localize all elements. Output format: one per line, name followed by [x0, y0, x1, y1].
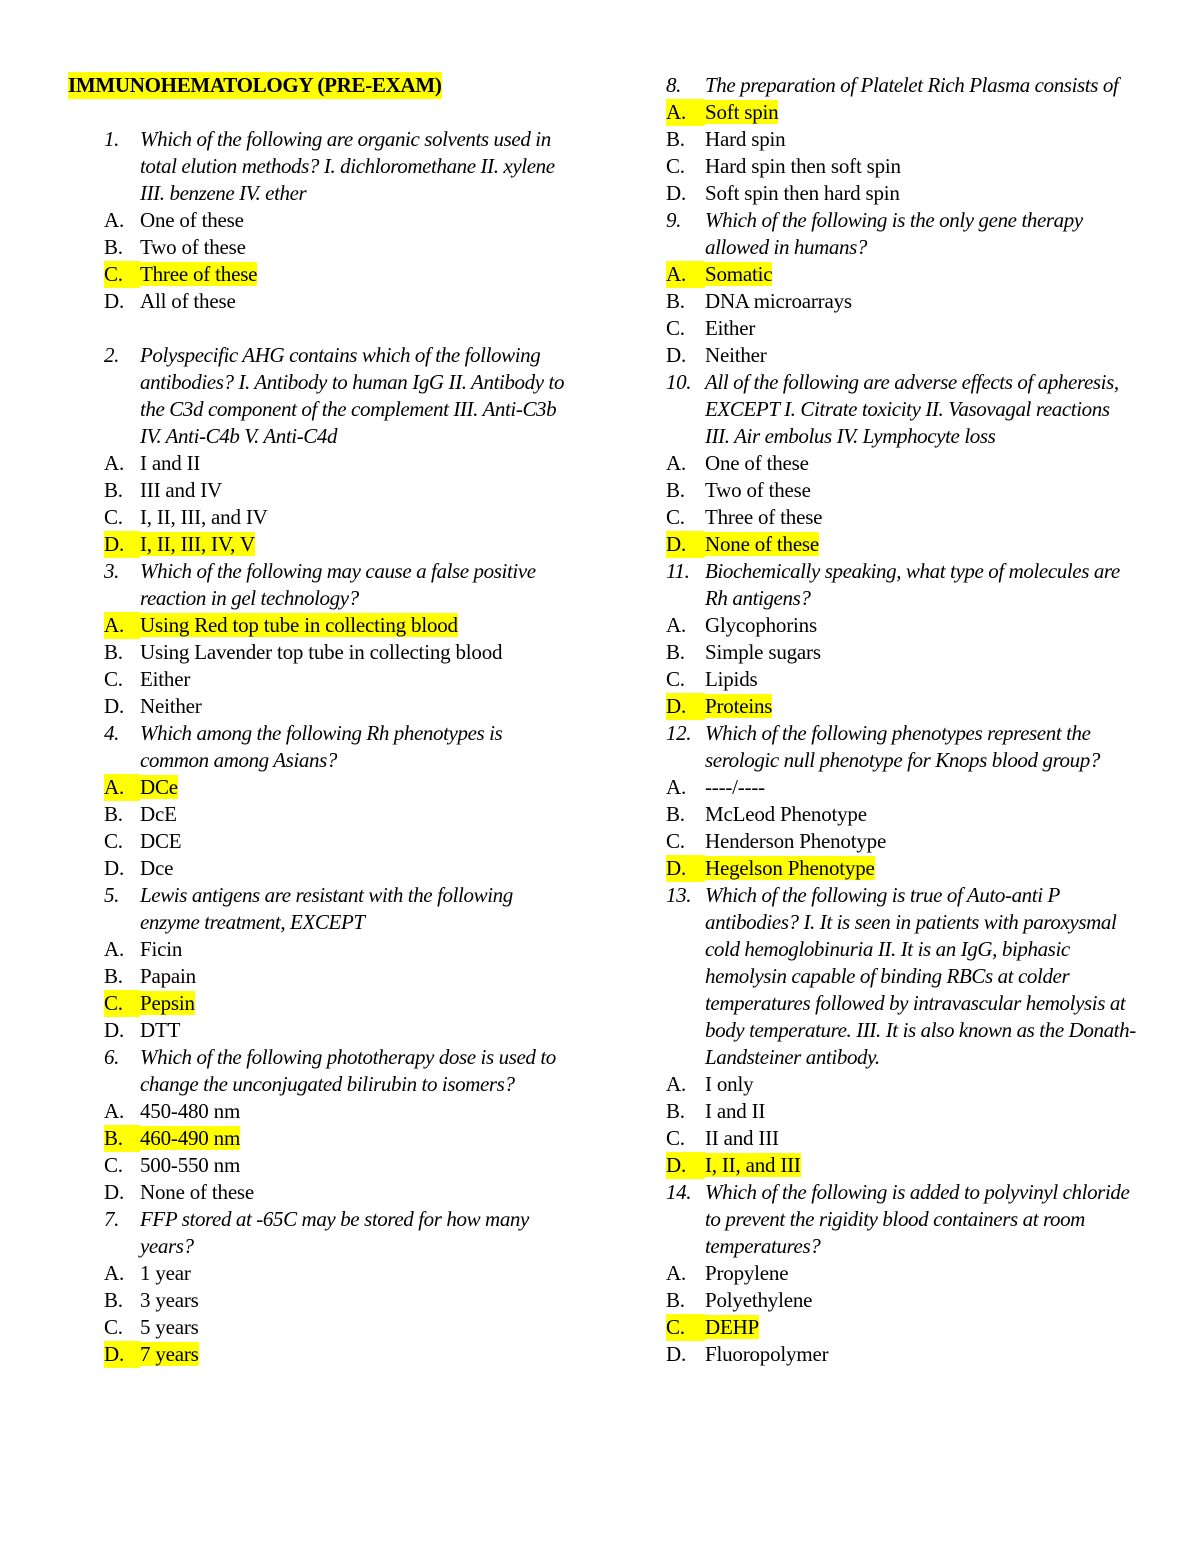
- answer-option-highlighted: [68, 1341, 568, 1368]
- option-letter: A.: [104, 451, 125, 475]
- option-text: Dce: [140, 856, 174, 880]
- option-letter: B.: [666, 478, 685, 502]
- answer-option-highlighted: [666, 693, 1136, 720]
- answer-option: [68, 207, 568, 234]
- answer-option: [666, 639, 1136, 666]
- question-9: [666, 207, 1136, 369]
- option-letter: D.: [666, 855, 705, 882]
- option-letter: D.: [666, 1342, 687, 1366]
- option-text: Soft spin: [705, 100, 779, 124]
- right-column: [666, 72, 1136, 1368]
- question-11: [666, 558, 1136, 720]
- option-text: I, II, and III: [705, 1153, 801, 1177]
- option-letter: A.: [666, 261, 705, 288]
- question-prompt: Polyspecific AHG contains which of the following antibodies? I. Antibody to human IgG II. Antibody to the C3d component of the complement III. Anti-C3b IV. Anti-C4b V. Anti-C4d: [140, 343, 565, 448]
- option-text: I only: [705, 1072, 754, 1096]
- question-prompt: Which of the following is true of Auto-anti P antibodies? I. It is seen in patients with paroxysmal cold hemoglobinuria II. It is an IgG, biphasic hemolysin capable of binding RBCs at colder temperatures followed by intravascular hemolysis at body temperature. III. It is also known as the Donath-Landsteiner antibody.: [705, 883, 1136, 1069]
- answer-option: [666, 801, 1136, 828]
- option-letter: B.: [104, 1125, 140, 1152]
- option-letter: A.: [666, 775, 687, 799]
- option-letter: B.: [666, 289, 685, 313]
- question-number: 6.: [104, 1045, 119, 1069]
- option-letter: D.: [104, 694, 125, 718]
- option-text: 7 years: [140, 1342, 199, 1366]
- option-letter: B.: [666, 802, 685, 826]
- answer-option: [666, 1125, 1136, 1152]
- question-prompt: Which of the following are organic solvents used in total elution methods? I. dichloromethane II. xylene III. benzene IV. ether: [140, 127, 555, 205]
- option-text: 3 years: [140, 1288, 199, 1312]
- answer-option: [68, 828, 568, 855]
- answer-option: [68, 936, 568, 963]
- option-letter: B.: [104, 235, 123, 259]
- question-text: [666, 1179, 1136, 1260]
- option-text: I and II: [140, 451, 201, 475]
- option-letter: B.: [104, 478, 123, 502]
- option-text: Two of these: [705, 478, 811, 502]
- option-text: Three of these: [140, 262, 258, 286]
- option-letter: B.: [666, 127, 685, 151]
- option-text: I and II: [705, 1099, 766, 1123]
- answer-option: [68, 1287, 568, 1314]
- option-letter: C.: [666, 1314, 705, 1341]
- question-prompt: Biochemically speaking, what type of molecules are Rh antigens?: [705, 559, 1120, 610]
- option-text: I, II, III, IV, V: [140, 532, 255, 556]
- option-text: DEHP: [705, 1315, 760, 1339]
- question-text: [68, 126, 568, 207]
- question-number: 8.: [666, 73, 681, 97]
- answer-option-highlighted: [666, 261, 1136, 288]
- answer-option: [68, 1179, 568, 1206]
- answer-option: [666, 477, 1136, 504]
- answer-option: [68, 639, 568, 666]
- option-text: Lipids: [705, 667, 758, 691]
- answer-option: [666, 504, 1136, 531]
- answer-option: [68, 693, 568, 720]
- answer-option: [666, 612, 1136, 639]
- question-text: [68, 558, 568, 612]
- answer-option-highlighted: [666, 855, 1136, 882]
- option-letter: B.: [104, 640, 123, 664]
- option-text: III and IV: [140, 478, 222, 502]
- answer-option-highlighted: [666, 531, 1136, 558]
- option-letter: D.: [104, 1341, 140, 1368]
- option-letter: C.: [104, 990, 140, 1017]
- option-letter: C.: [104, 261, 140, 288]
- option-letter: D.: [666, 181, 687, 205]
- option-text: Papain: [140, 964, 196, 988]
- answer-option-highlighted: [666, 1314, 1136, 1341]
- option-letter: A.: [104, 937, 125, 961]
- option-letter: D.: [104, 531, 140, 558]
- question-prompt: Which of the following is added to polyvinyl chloride to prevent the rigidity blood containers at room temperatures?: [705, 1180, 1130, 1258]
- answer-option: [666, 1287, 1136, 1314]
- option-letter: B.: [666, 640, 685, 664]
- option-text: Either: [705, 316, 756, 340]
- answer-option: [68, 963, 568, 990]
- option-letter: C.: [104, 1153, 123, 1177]
- answer-option-highlighted: [68, 990, 568, 1017]
- option-text: DNA microarrays: [705, 289, 852, 313]
- option-letter: B.: [104, 1288, 123, 1312]
- answer-option: [666, 1071, 1136, 1098]
- option-letter: C.: [104, 505, 123, 529]
- option-letter: C.: [104, 1315, 123, 1339]
- answer-option: [68, 288, 568, 315]
- option-text: Propylene: [705, 1261, 789, 1285]
- answer-option: [666, 1341, 1136, 1368]
- option-letter: A.: [104, 208, 125, 232]
- answer-option: [666, 126, 1136, 153]
- option-text: None of these: [705, 532, 820, 556]
- answer-option-highlighted: [68, 1125, 568, 1152]
- option-letter: C.: [104, 829, 123, 853]
- answer-option: [68, 477, 568, 504]
- option-letter: A.: [666, 1072, 687, 1096]
- answer-option: [68, 1314, 568, 1341]
- answer-option: [666, 666, 1136, 693]
- question-1: [68, 126, 568, 342]
- question-number: 4.: [104, 721, 119, 745]
- answer-option: [68, 855, 568, 882]
- option-text: Fluoropolymer: [705, 1342, 829, 1366]
- answer-option: [666, 153, 1136, 180]
- option-text: Three of these: [705, 505, 823, 529]
- question-prompt: The preparation of Platelet Rich Plasma consists of: [705, 73, 1119, 97]
- option-text: One of these: [705, 451, 809, 475]
- option-letter: D.: [666, 693, 705, 720]
- answer-option: [666, 315, 1136, 342]
- spacer: [68, 315, 568, 342]
- answer-option: [68, 450, 568, 477]
- question-text: [68, 1206, 568, 1260]
- option-text: DCE: [140, 829, 182, 853]
- question-number: 7.: [104, 1207, 119, 1231]
- option-text: Using Lavender top tube in collecting blood: [140, 640, 503, 664]
- option-text: Soft spin then hard spin: [705, 181, 900, 205]
- option-text: II and III: [705, 1126, 779, 1150]
- option-text: Ficin: [140, 937, 183, 961]
- question-text: [68, 882, 568, 936]
- option-letter: D.: [104, 1018, 125, 1042]
- option-letter: C.: [104, 667, 123, 691]
- question-prompt: Lewis antigens are resistant with the following enzyme treatment, EXCEPT: [140, 883, 513, 934]
- question-number: 10.: [666, 370, 692, 394]
- question-text: [68, 342, 568, 450]
- answer-option-highlighted: [68, 261, 568, 288]
- option-text: ----/----: [705, 775, 765, 799]
- option-text: 460-490 nm: [140, 1126, 241, 1150]
- question-prompt: Which of the following phenotypes represent the serologic null phenotype for Knops blood group?: [705, 721, 1100, 772]
- option-text: Proteins: [705, 694, 773, 718]
- question-14: [666, 1179, 1136, 1368]
- option-letter: A.: [104, 612, 140, 639]
- question-6: [68, 1044, 568, 1206]
- option-letter: C.: [666, 154, 685, 178]
- answer-option-highlighted: [68, 612, 568, 639]
- answer-option: [666, 288, 1136, 315]
- question-number: 9.: [666, 208, 681, 232]
- option-text: I, II, III, and IV: [140, 505, 268, 529]
- question-text: [666, 558, 1136, 612]
- question-prompt: FFP stored at -65C may be stored for how many years?: [140, 1207, 529, 1258]
- answer-option: [666, 1098, 1136, 1125]
- option-text: Two of these: [140, 235, 246, 259]
- question-7: [68, 1206, 568, 1368]
- question-prompt: Which of the following is the only gene therapy allowed in humans?: [705, 208, 1083, 259]
- option-text: Hard spin then soft spin: [705, 154, 901, 178]
- option-text: Either: [140, 667, 191, 691]
- question-prompt: Which among the following Rh phenotypes is common among Asians?: [140, 721, 503, 772]
- question-number: 2.: [104, 343, 119, 367]
- answer-option-highlighted: [68, 531, 568, 558]
- option-letter: B.: [104, 964, 123, 988]
- answer-option: [68, 1260, 568, 1287]
- answer-option: [666, 342, 1136, 369]
- question-text: [666, 882, 1136, 1071]
- option-text: 500-550 nm: [140, 1153, 241, 1177]
- left-column: [68, 72, 568, 1368]
- answer-option: [666, 180, 1136, 207]
- option-letter: A.: [104, 774, 140, 801]
- option-text: 1 year: [140, 1261, 191, 1285]
- option-letter: A.: [104, 1099, 125, 1123]
- answer-option: [68, 1152, 568, 1179]
- option-text: Polyethylene: [705, 1288, 813, 1312]
- option-letter: D.: [104, 289, 125, 313]
- option-letter: A.: [666, 1261, 687, 1285]
- question-12: [666, 720, 1136, 882]
- answer-option-highlighted: [68, 774, 568, 801]
- option-letter: C.: [666, 667, 685, 691]
- answer-option: [666, 450, 1136, 477]
- option-text: Simple sugars: [705, 640, 821, 664]
- question-number: 13.: [666, 883, 692, 907]
- question-number: 11.: [666, 559, 690, 583]
- question-text: [666, 720, 1136, 774]
- answer-option: [68, 1017, 568, 1044]
- answer-option: [666, 1260, 1136, 1287]
- option-text: 5 years: [140, 1315, 199, 1339]
- question-text: [68, 1044, 568, 1098]
- option-text: None of these: [140, 1180, 255, 1204]
- option-letter: A.: [666, 613, 687, 637]
- option-letter: D.: [666, 1152, 705, 1179]
- option-text: Somatic: [705, 262, 773, 286]
- answer-option: [666, 774, 1136, 801]
- option-letter: B.: [104, 802, 123, 826]
- option-letter: D.: [104, 1180, 125, 1204]
- option-text: Glycophorins: [705, 613, 817, 637]
- option-text: DcE: [140, 802, 177, 826]
- page-title: IMMUNOHEMATOLOGY (PRE-EXAM): [68, 73, 442, 97]
- answer-option: [68, 234, 568, 261]
- option-text: Using Red top tube in collecting blood: [140, 613, 458, 637]
- option-text: Hegelson Phenotype: [705, 856, 875, 880]
- question-prompt: Which of the following phototherapy dose is used to change the unconjugated bilirubin to isomers?: [140, 1045, 556, 1096]
- option-letter: B.: [666, 1288, 685, 1312]
- option-text: Pepsin: [140, 991, 195, 1015]
- question-10: [666, 369, 1136, 558]
- question-number: 1.: [104, 127, 119, 151]
- option-letter: D.: [104, 856, 125, 880]
- option-letter: A.: [666, 99, 705, 126]
- option-letter: B.: [666, 1099, 685, 1123]
- question-2: [68, 342, 568, 558]
- question-number: 14.: [666, 1180, 692, 1204]
- question-text: [666, 72, 1136, 99]
- question-13: [666, 882, 1136, 1179]
- option-letter: C.: [666, 505, 685, 529]
- answer-option-highlighted: [666, 99, 1136, 126]
- question-text: [666, 369, 1136, 450]
- option-letter: C.: [666, 316, 685, 340]
- option-text: Hard spin: [705, 127, 786, 151]
- option-letter: D.: [666, 531, 705, 558]
- question-prompt: Which of the following may cause a false positive reaction in gel technology?: [140, 559, 536, 610]
- question-number: 5.: [104, 883, 119, 907]
- question-text: [666, 207, 1136, 261]
- option-text: DTT: [140, 1018, 181, 1042]
- question-5: [68, 882, 568, 1044]
- option-text: DCe: [140, 775, 178, 799]
- option-letter: C.: [666, 1126, 685, 1150]
- option-letter: A.: [666, 451, 687, 475]
- answer-option-highlighted: [666, 1152, 1136, 1179]
- option-text: Neither: [705, 343, 767, 367]
- answer-option: [68, 666, 568, 693]
- answer-option: [666, 828, 1136, 855]
- question-4: [68, 720, 568, 882]
- answer-option: [68, 801, 568, 828]
- answer-option: [68, 504, 568, 531]
- option-text: Neither: [140, 694, 202, 718]
- option-letter: A.: [104, 1261, 125, 1285]
- option-text: Henderson Phenotype: [705, 829, 887, 853]
- option-text: All of these: [140, 289, 236, 313]
- option-text: McLeod Phenotype: [705, 802, 867, 826]
- question-8: [666, 72, 1136, 207]
- question-text: [68, 720, 568, 774]
- option-text: One of these: [140, 208, 244, 232]
- question-number: 3.: [104, 559, 119, 583]
- option-letter: D.: [666, 343, 687, 367]
- question-prompt: All of the following are adverse effects of apheresis, EXCEPT I. Citrate toxicity II. Vasovagal reactions III. Air embolus IV. Lymphocyte loss: [705, 370, 1119, 448]
- option-letter: C.: [666, 829, 685, 853]
- option-text: 450-480 nm: [140, 1099, 241, 1123]
- question-3: [68, 558, 568, 720]
- question-number: 12.: [666, 721, 692, 745]
- answer-option: [68, 1098, 568, 1125]
